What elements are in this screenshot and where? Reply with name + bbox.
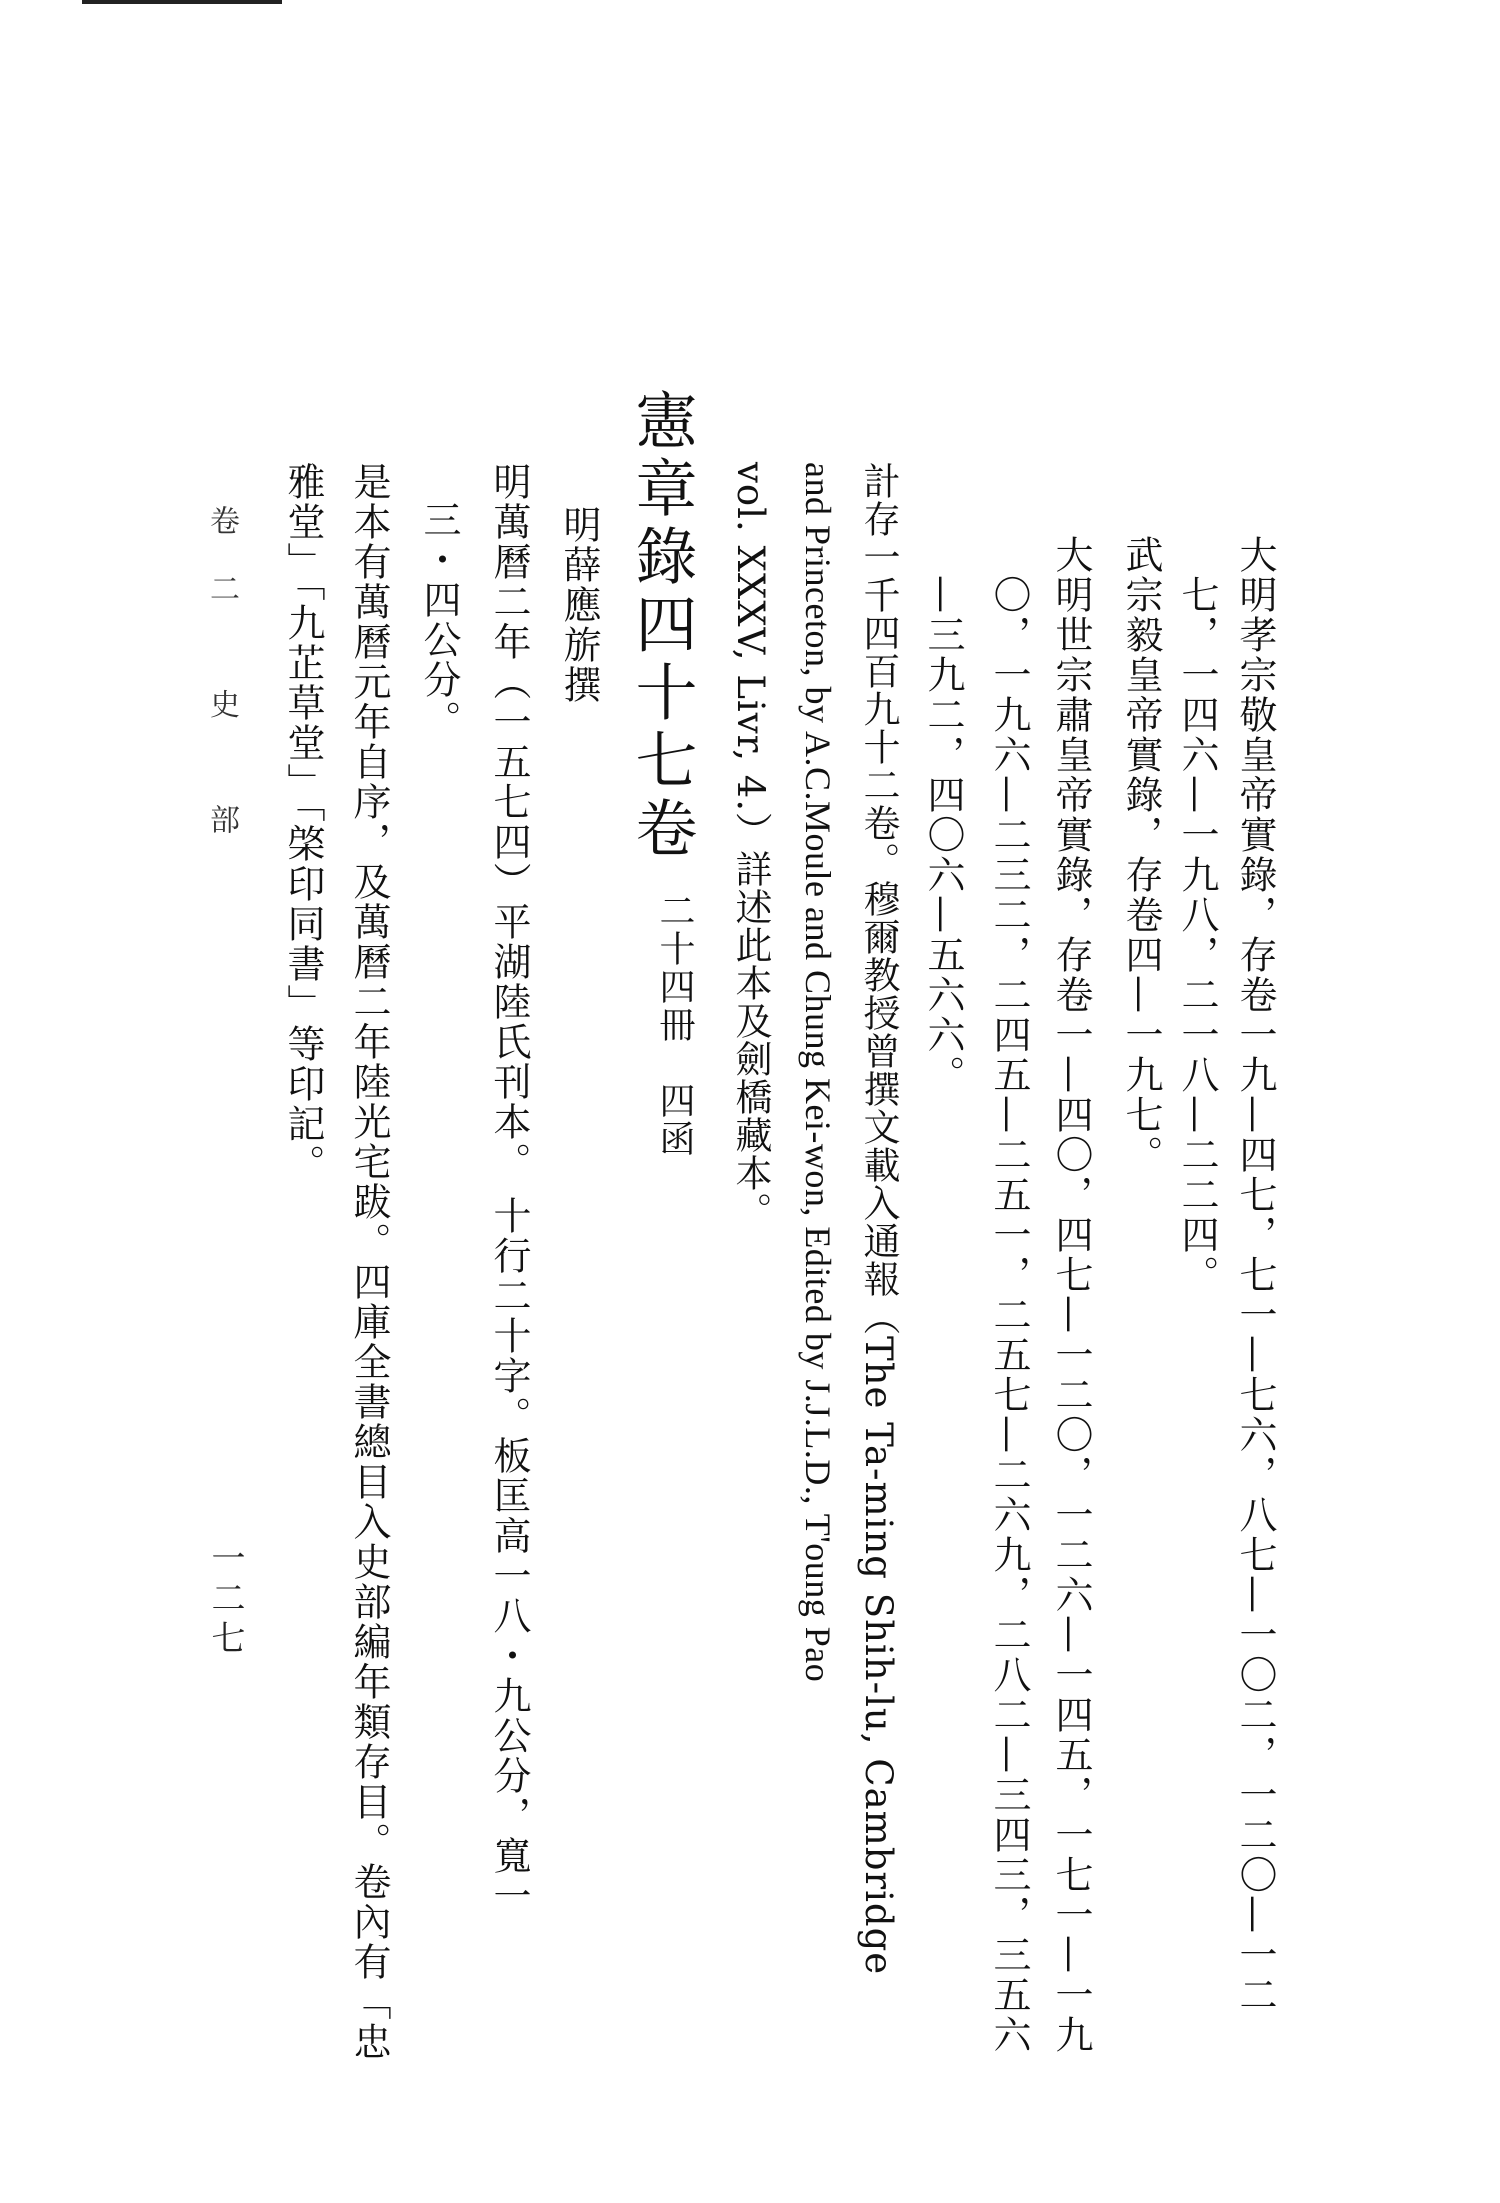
top-rule <box>82 0 282 4</box>
author-line: 明薛應旂撰 <box>557 505 601 705</box>
entry-title: 憲章錄四十七卷 <box>625 388 698 864</box>
entry-heading <box>625 388 698 1158</box>
text-column: 雅堂」「九芷草堂」「棨印同書」等印記。 <box>281 462 325 1184</box>
text-column: vol. XXXV, Livr, 4.）詳述此本及劍橋藏本。 <box>729 462 772 1231</box>
text-column: 武宗毅皇帝實錄，存卷四—一九七。 <box>1119 535 1163 1175</box>
text-column: 大明世宗肅皇帝實錄，存卷一—四〇，四七—一二〇，一二六—一四五，一七一—一九 <box>1049 535 1093 2055</box>
text-column: —三九二，四〇六—五六六。 <box>921 575 965 1095</box>
text-column: 三・四公分。 <box>417 500 461 740</box>
text-column: 是本有萬曆元年自序，及萬曆二年陸光宅跋。四庫全書總目入史部編年類存目。卷內有「忠 <box>347 462 391 2062</box>
text-column: 大明孝宗敬皇帝實錄，存卷一九—四七，七一—七六，八七—一〇二，一二〇—一二 <box>1233 535 1277 2015</box>
entry-note: 二十四冊 四函 <box>654 892 695 1158</box>
text-column: 明萬曆二年（一五七四）平湖陸氏刊本。 十行二十字。板匡高一八・九公分，寬一 <box>487 462 531 1917</box>
page-number: 一二七 <box>205 1540 245 1660</box>
text-column: 計存一千四百九十二卷。穆爾教授曾撰文載入通報（The Ta-ming Shih-lu, Cambridge <box>857 462 900 1976</box>
text-column: 〇，一九六—二三二，二四五—二五一，二五七—二六九，二八二—三四三，三五六 <box>987 575 1031 2055</box>
text-column: and Princeton, by A.C.Moule and Chung Kei-won, Edited by J.J.L.D., T'oung Pao <box>798 462 838 1683</box>
running-head: 卷二 史 部 <box>204 505 239 873</box>
text-column: 七，一四六—一九八，二一八—二二四。 <box>1175 575 1219 1295</box>
